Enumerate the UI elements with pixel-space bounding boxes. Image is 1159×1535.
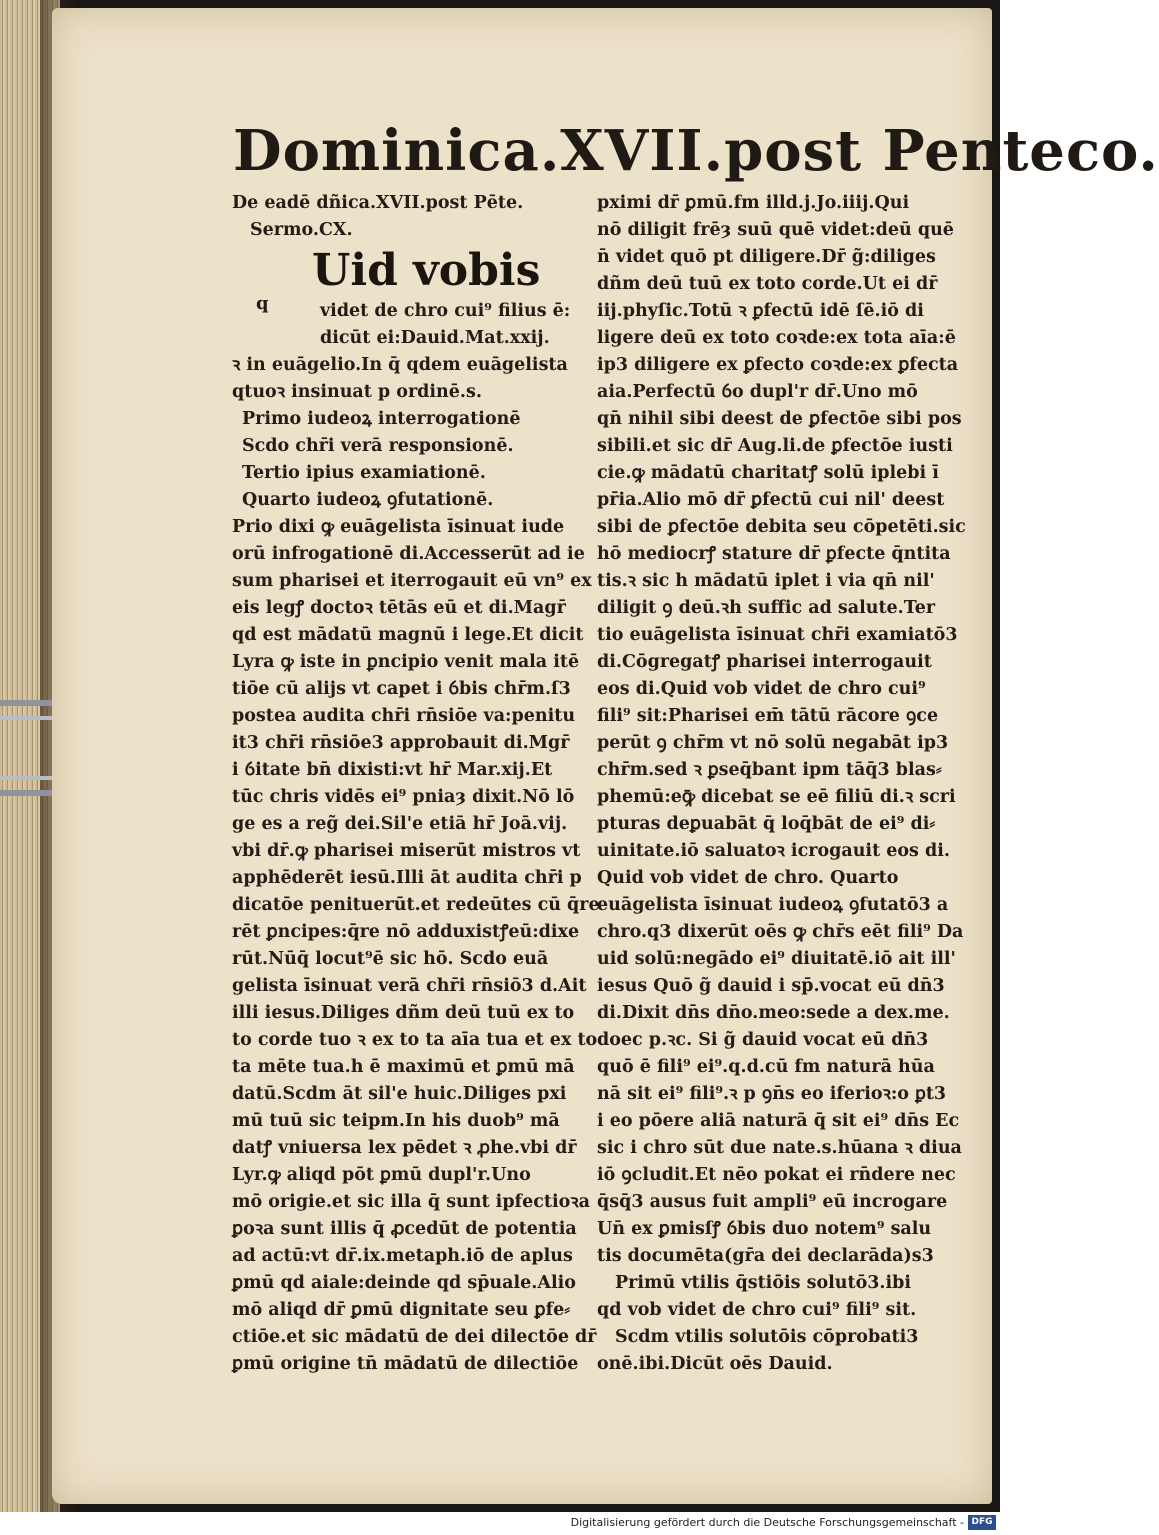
text-line: rēt ꝑncipes:q̄re nō adduxistꝭeū:dixe [232,922,580,942]
text-line: nō diligit frēȝ suū quē videt:deū quē [597,220,954,240]
text-line: Lyr.ꝙ aliqd pōt ꝑmū dupl'r.Uno [232,1165,531,1185]
text-line: iō ꝯcludit.Et nēo pokat ei rn̄dere nec [597,1165,956,1185]
text-line: dicūt ei:Dauid.Mat.xxij. [320,328,550,348]
text-line: pturas deꝑuabāt q̄ loq̄bāt de ei⁹ di⸗ [597,814,936,834]
text-line: Primo iudeoꝝ interrogationē [242,409,521,429]
text-line: Prio dixi ꝙ euāgelista īsinuat iude [232,517,565,537]
text-line: phemū:eꝙ̄ dicebat se eē filiū di.ꝛ scri [597,787,956,807]
text-line: gelista īsinuat verā chr̄i rn̄siō3 d.Ait [232,976,587,996]
text-line: Quarto iudeoꝝ ꝯfutationē. [242,490,494,510]
text-line: iij.phyſic.Totū ꝛ ꝑfectū idē ſē.iō di [597,301,924,321]
text-line: Scdm vtilis solutōis cōprobati3 [615,1327,919,1347]
text-line: eis legꝭ doctoꝛ tētās eū et di.Magr̄ [232,598,566,618]
right-text-column [597,190,967,1378]
text-line: iesus Quō g̃ dauid i sp̄.vocat eū dn̄3 [597,976,945,996]
text-line: euāgelista īsinuat iudeoꝝ ꝯfutatō3 a [597,895,949,915]
text-line: ꝑmū qd aiale:deinde qd sp̄uale.Alio [232,1273,576,1293]
text-line: Scdo chr̄i verā responsionē. [242,436,514,456]
initial-heading-text: Uid vobis [312,245,541,296]
initial-letter: q [256,293,269,314]
text-line: uinitate.iō saluatoꝛ icrogauit eos di. [597,841,950,861]
text-line: i ỽitate bn̄ dixisti:vt hr̄ Mar.xij.Et [232,760,553,780]
text-line: nā sit ei⁹ fili⁹.ꝛ p ꝯn̄s eo iferioꝛ:o ꝑt3 [597,1084,947,1104]
text-line: fili⁹ sit:Pharisei em̄ tātū rācore ꝯce [597,706,939,726]
text-line: videt de chro cui⁹ filius ē: [320,301,571,321]
text-line: sum pharisei et iterrogauit eū vn⁹ ex [232,571,592,591]
text-line: qd est mādatū magnū i lege.Et dicit [232,625,584,645]
text-line: apphēderēt iesū.Illi āt audita chr̄i p [232,868,582,888]
text-line: orū infrogationē di.Accesserūt ad ie [232,544,585,564]
text-line: di.Dixit dn̄s dn̄o.meo:sede a dex.me. [597,1003,950,1023]
text-line: qd vob videt de chro cui⁹ fili⁹ sit. [597,1300,917,1320]
footer-credit: Digitalisierung gefördert durch die Deutsche Forschungsgemeinschaft - [570,1516,964,1529]
text-line: i eo pōere aliā naturā q̄ sit ei⁹ dn̄s Ec [597,1111,960,1131]
text-line: tis.ꝛ sic h mādatū iplet i via qn̄ nil' [597,571,935,591]
text-line: mō aliqd dr̄ ꝑmū dignitate seu ꝑfe⸗ [232,1300,571,1320]
text-line: diligit ꝯ deū.ꝛh suffic ad salute.Ter [597,598,936,618]
text-line: ligere deū ex toto coꝛde:ex tota aīa:ē [597,328,956,348]
text-line: De eadē dñica.XVII.post Pēte. [232,193,524,213]
text-line: Lyra ꝙ iste in ꝑncipio venit mala itē [232,652,580,672]
text-line: rūt.Nūq̄ locut⁹ē sic hō. Scdo euā [232,949,549,969]
text-line: vbi dr̄.ꝙ pharisei miserūt mistros vt [232,841,581,861]
text-line: ip3 diligere ex ꝑfecto coꝛde:ex ꝑfecta [597,355,959,375]
text-line: dñm deū tuū ex toto corde.Ut ei dr̄ [597,274,938,294]
text-line: onē.ibi.Dicūt oēs Dauid. [597,1354,833,1374]
text-line: Primū vtilis q̄stiōis solutō3.ibi [615,1273,912,1293]
text-line: mū tuū sic teipm.In his duob⁹ mā [232,1111,560,1131]
text-line: ta mēte tua.h ē maximū et ꝑmū mā [232,1057,575,1077]
text-line: it3 chr̄i rn̄siōe3 approbauit di.Mgr̄ [232,733,570,753]
text-line: illi iesus.Diliges dñm deū tuū ex to [232,1003,575,1023]
initial-heading-row [232,244,592,298]
left-text-column [232,190,600,1378]
text-line: Quid vob videt de chro. Quarto [597,868,899,888]
text-line: sic i chro sūt due nate.s.hūana ꝛ diua [597,1138,962,1158]
text-line: sibili.et sic dr̄ Aug.li.de ꝑfectōe iusti [597,436,953,456]
text-line: eos di.Quid vob videt de chro cui⁹ [597,679,926,699]
text-line: ctiōe.et sic mādatū de dei dilectōe dr̄ [232,1327,597,1347]
text-line: chro.q3 dixerūt oēs ꝙ chr̄s eēt fili⁹ Da [597,922,964,942]
text-line: doec p.ꝛc. Si g̃ dauid vocat eū dn̄3 [597,1030,929,1050]
text-line: postea audita chr̄i rn̄siōe va:penitu [232,706,576,726]
text-line: uid solū:negādo ei⁹ diuitatē.iō ait ill' [597,949,956,969]
text-line: Un̄ ex ꝑmisſꝭ ỽbis duo notem⁹ salu [597,1219,932,1239]
text-line: di.Cōgregatꝭ pharisei interrogauit [597,652,932,672]
text-line: tio euāgelista īsinuat chr̄i examiatō3 [597,625,958,645]
text-line: sibi de ꝑfectōe debita seu cōpetēti.sic [597,517,966,537]
text-line: tūc chris vidēs ei⁹ pniaȝ dixit.Nō lō [232,787,575,807]
text-line: datū.Scdm āt sil'e huic.Diliges pxi [232,1084,567,1104]
text-line: aia.Perfectū ỽo dupl'r dr̄.Uno mō [597,382,918,402]
text-line: pximi dr̄ ꝑmū.fm illd.j.Jo.iiij.Qui [597,193,910,213]
text-line: cie.ꝙ mādatū charitatꝭ solū iplebi ī [597,463,939,483]
running-header: Dominica.XVII.post Penteco. [233,118,1159,184]
text-line: q̄sq̄3 ausus fuit ampli⁹ eū incrogare [597,1192,948,1212]
text-line: to corde tuo ꝛ ex to ta aīa tua et ex to [232,1030,598,1050]
text-line: tis documēta(gr̄a dei declarāda)s3 [597,1246,934,1266]
dfg-logo: DFG [968,1515,996,1530]
text-line: quō ē fili⁹ ei⁹.q.d.cū fm naturā hūa [597,1057,935,1077]
text-line: ꝛ in euāgelio.In q̄ qdem euāgelista [232,355,568,375]
text-line: qtuoꝛ insinuat p ordinē.s. [232,382,482,402]
text-line: hō mediocrꝭ stature dr̄ ꝑfecte q̄ntita [597,544,951,564]
text-line: dicatōe penituerūt.et redeūtes cū q̄re [232,895,600,915]
text-line: perūt ꝯ chr̄m vt nō solū negabāt ip3 [597,733,949,753]
text-line: chr̄m.sed ꝛ ꝑseq̄bant ipm tāq̄3 blas⸗ [597,760,942,780]
text-line: qn̄ nihil sibi deest de ꝑfectōe sibi pos [597,409,962,429]
footer-bar [0,1512,1000,1535]
text-line: datꝭ vniuersa lex pēdet ꝛ ꝓhe.vbi dr̄ [232,1138,577,1158]
text-line: ge es a reg̃ dei.Sil'e etiā hr̄ Joā.vij. [232,814,568,834]
text-line: n̄ videt quō pt diligere.Dr̄ g̃:diliges [597,247,936,267]
text-line: Tertio ipius examiationē. [242,463,486,483]
text-line: Sermo.CX. [250,220,353,240]
text-line: mō origie.et sic illa q̄ sunt ipfectioꝛa [232,1192,590,1212]
text-line: tiōe cū alijs vt capet i ỽbis chr̄m.ſ3 [232,679,571,699]
text-line: ꝑoꝛa sunt illis q̄ ꝓcedūt de potentia [232,1219,577,1239]
text-line: ad actū:vt dr̄.ix.metaph.iō de aplus [232,1246,573,1266]
text-line: pr̄ia.Alio mō dr̄ ꝑfectū cui nil' deest [597,490,945,510]
text-line: ꝑmū origine tn̄ mādatū de dilectiōe [232,1354,579,1374]
